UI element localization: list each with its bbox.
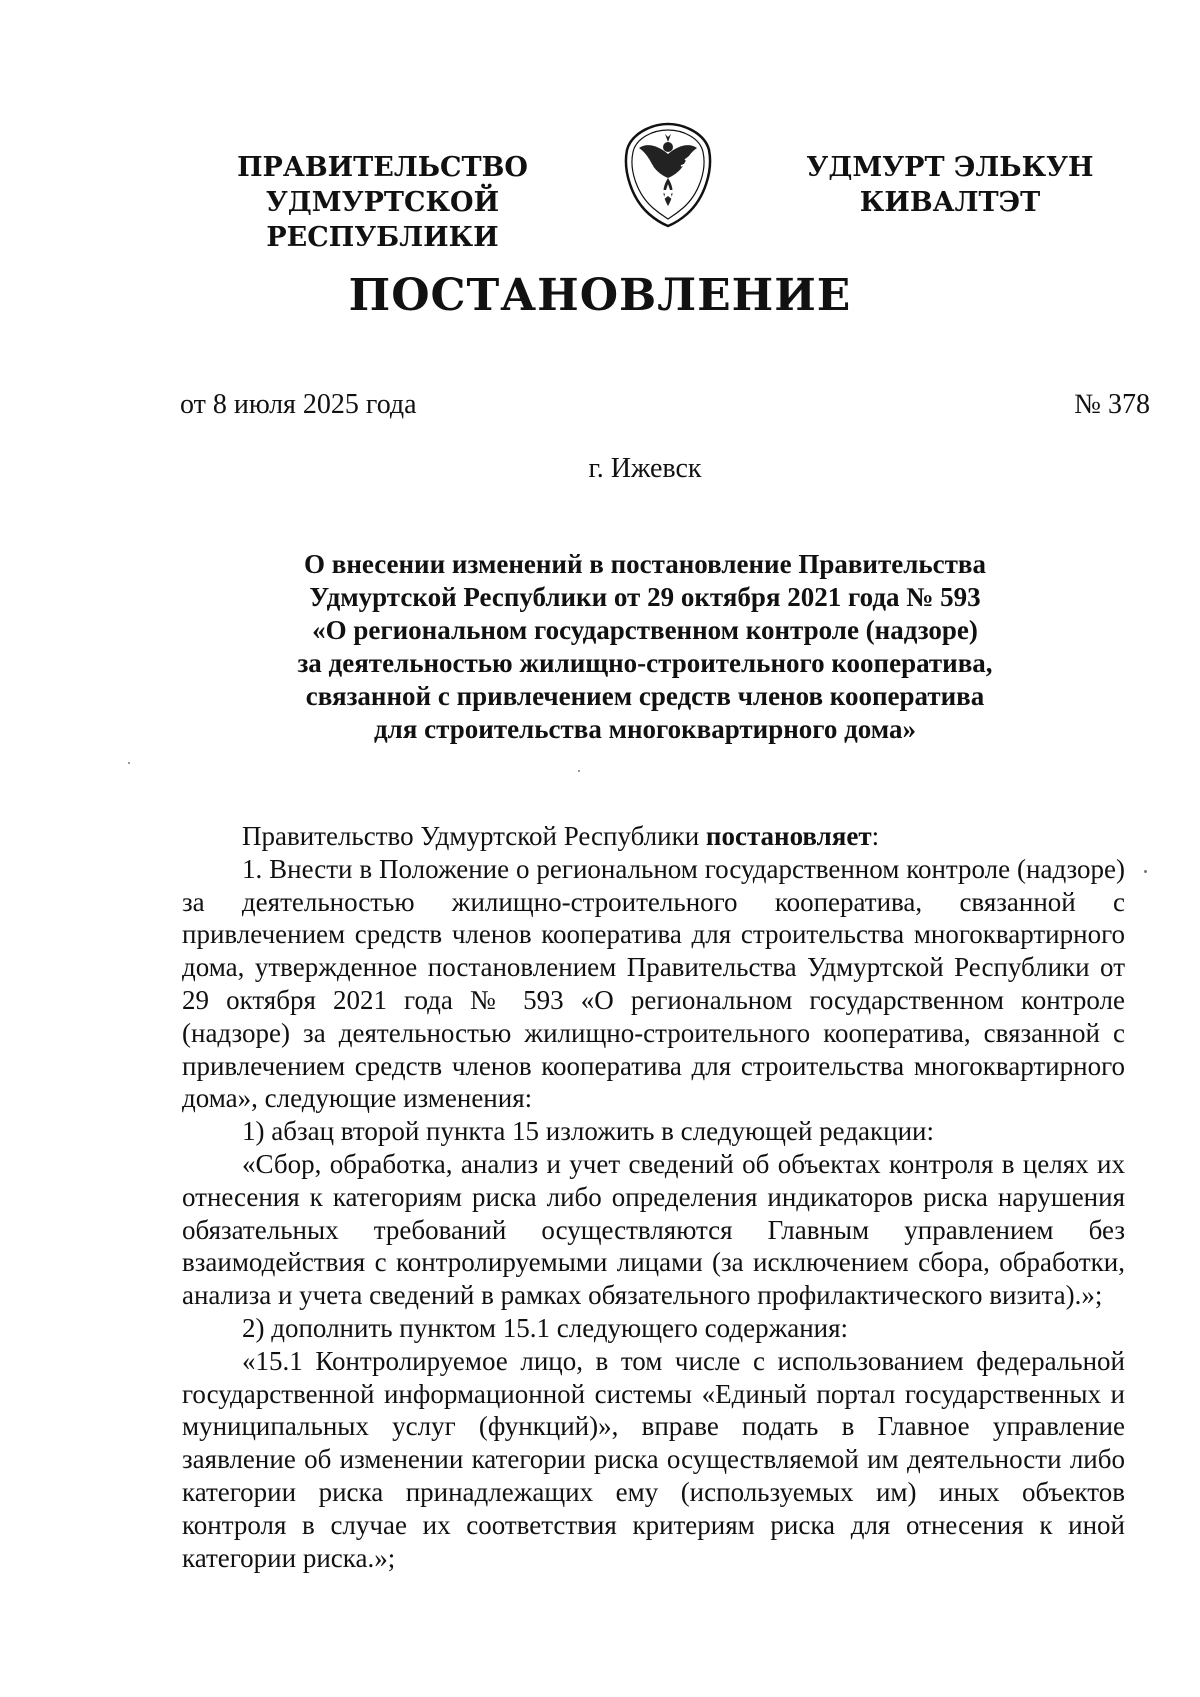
subject-line: О внесении изменений в постановление Правительства bbox=[304, 549, 986, 579]
document-subject bbox=[250, 548, 1040, 746]
document-body bbox=[182, 820, 1125, 1574]
header-left-line2: УДМУРТСКОЙ РЕСПУБЛИКИ bbox=[265, 187, 500, 253]
header-right bbox=[800, 150, 1100, 220]
subject-line: за деятельностью жилищно-строительного кооператива, bbox=[297, 648, 993, 678]
header-right-line1: УДМУРТ ЭЛЬКУН bbox=[806, 152, 1094, 183]
header-left bbox=[170, 150, 595, 255]
document-date: от 8 июля 2025 года bbox=[180, 389, 417, 420]
subject-line: для строительства многоквартирного дома» bbox=[374, 714, 916, 744]
header-left-line1: ПРАВИТЕЛЬСТВО bbox=[237, 152, 528, 183]
body-item-1-quote: «Сбор, обработка, анализ и учет сведений об объектах контроля в целях их отнесения к категориям риска либо определения индикаторов риска нарушения обязательных требований осуществляются Главным управлением без взаимодействия с контролируемыми лицами (за исключением сбора, обработки, анализа и учета сведений в рамках обязательного профилактического визита).»; bbox=[182, 1148, 1125, 1311]
body-intro bbox=[182, 820, 1125, 853]
document-type-title: ПОСТАНОВЛЕНИЕ bbox=[348, 270, 852, 321]
body-item-2: 2) дополнить пунктом 15.1 следующего содержания: bbox=[242, 1312, 849, 1343]
scan-speck bbox=[128, 762, 130, 764]
subject-line: связанной с привлечением средств членов кооператива bbox=[305, 681, 985, 711]
header-right-line2: КИВАЛТЭТ bbox=[859, 187, 1041, 218]
intro-bold: постановляет bbox=[705, 821, 872, 851]
intro-text: Правительство Удмуртской Республики bbox=[242, 821, 706, 851]
body-paragraph-1: 1. Внести в Положение о региональном государственном контроле (надзоре) за деятельностью жилищно-строительного кооператива, связанной с привлечением средств членов кооператива для строительства многоквартирного дома, утвержденное постановлением Правительства Удмуртской Республики от 29 октября 2021 года № 593 «О региональном государственном контроле (надзоре) за деятельностью жилищно-строительного кооператива, связанной с привлечением средств членов кооператива для строительства многоквартирного дома», следующие изменения: bbox=[182, 853, 1125, 1114]
intro-end: : bbox=[871, 821, 880, 851]
document-city: г. Ижевск bbox=[588, 453, 702, 484]
subject-line: «О региональном государственном контроле (надзоре) bbox=[312, 615, 978, 645]
body-item-2-quote: «15.1 Контролируемое лицо, в том числе с использованием федеральной государственной информационной системы «Единый портал государственных и муниципальных услуг (функций)», вправе подать в Главное управление заявление об изменении категории риска осуществляемой им деятельности либо категории риска принадлежащих ему (используемых им) иных объектов контроля в случае их соответствия критериям риска для отнесения к иной категории риска.»; bbox=[182, 1345, 1125, 1573]
subject-line: Удмуртской Республики от 29 октября 2021 года № 593 bbox=[309, 582, 981, 612]
body-item-1: 1) абзац второй пункта 15 изложить в следующей редакции: bbox=[242, 1116, 934, 1147]
scan-speck bbox=[578, 770, 580, 772]
document-number: № 378 bbox=[1074, 389, 1150, 420]
coat-of-arms-icon bbox=[623, 120, 713, 228]
scan-speck bbox=[1144, 870, 1147, 873]
